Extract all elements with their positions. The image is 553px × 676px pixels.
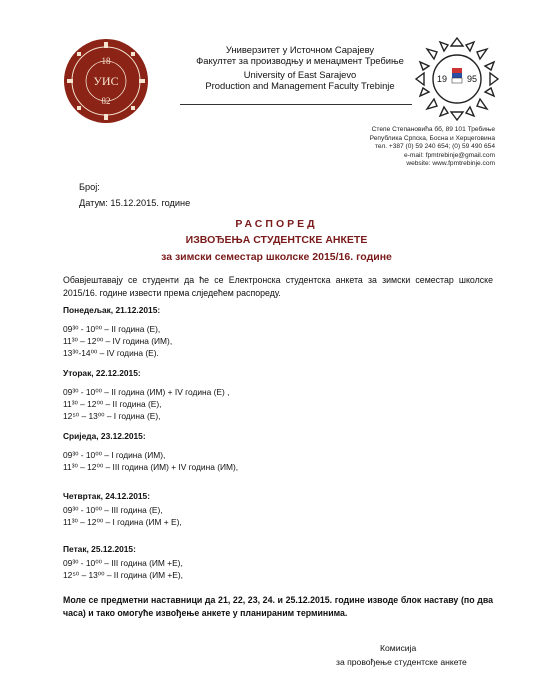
address-line: e-mail: fpmtrebinje@gmail.com	[404, 151, 495, 159]
svg-text:18: 18	[101, 56, 111, 66]
schedule-list	[63, 305, 503, 590]
schedule-day	[63, 544, 503, 581]
faculty-emblem-logo	[414, 36, 500, 122]
day-heading: Четвртак, 24.12.2015:	[63, 491, 150, 501]
time-slot: 11³⁰ – 12⁰⁰ – II година (Е),	[63, 399, 162, 409]
university-seal-logo	[63, 38, 149, 124]
header-line: Production and Management Faculty Trebinje	[205, 80, 395, 91]
schedule-day	[63, 431, 503, 473]
schedule-day	[63, 305, 503, 359]
address-line: website: www.fpmtrebinje.com	[406, 160, 495, 168]
day-heading: Понедељак, 21.12.2015:	[63, 305, 161, 315]
time-slot: 09³⁰ - 10⁰⁰ – II година (Е),	[63, 324, 161, 334]
svg-text:19: 19	[436, 74, 448, 84]
document-subtitle-semester: за зимски семестар школске 2015/16. године	[161, 251, 392, 263]
address-line: тел. +387 (0) 59 240 654; (0) 59 490 654	[374, 143, 495, 151]
svg-text:95: 95	[466, 74, 478, 84]
time-slot: 13³⁰-14⁰⁰ – IV година (Е).	[63, 348, 159, 358]
signature-committee: Комисија	[380, 643, 417, 653]
svg-text:82: 82	[101, 96, 111, 106]
header-line: University of East Sarajevo	[243, 69, 357, 80]
teacher-note: Моле се предметни наставници да 21, 22, 23, 24. и 25.12.2015. године изводе блок наставу (по два часа) и тако омогуће извођење анкете у планираним терминима.	[63, 595, 493, 618]
time-slot: 12⁵⁰ – 13⁰⁰ – I година (Е),	[63, 411, 161, 421]
day-heading: Петак, 25.12.2015:	[63, 544, 136, 554]
header-line: Универзитет у Источном Сарајеву	[225, 44, 375, 55]
time-slot: 11³⁰ – 12⁰⁰ – IV година (ИМ),	[63, 336, 173, 346]
document-number: Број:	[79, 182, 100, 192]
header-line: Факултет за производњу и менаџмент Требиње	[196, 55, 404, 66]
day-heading: Сриједа, 23.12.2015:	[63, 431, 146, 441]
time-slot: 12⁵⁰ – 13⁰⁰ – II година (ИМ +Е),	[63, 570, 184, 580]
address-line: Степе Степановића бб, 89 101 Требиње	[371, 126, 495, 133]
time-slot: 09³⁰ - 10⁰⁰ – III година (Е),	[63, 505, 163, 515]
address-line: Република Српска, Босна и Херцеговина	[369, 134, 495, 142]
time-slot: 11³⁰ – 12⁰⁰ – III година (ИМ) + IV година (ИМ),	[63, 462, 239, 472]
header-divider	[180, 104, 412, 105]
time-slot: 11³⁰ – 12⁰⁰ – I година (ИМ + Е),	[63, 517, 182, 527]
signature-committee-purpose: за провођење студентске анкете	[336, 657, 467, 667]
time-slot: 09³⁰ - 10⁰⁰ – III година (ИМ +Е),	[63, 558, 183, 568]
institution-header	[180, 44, 420, 91]
intro-paragraph: Обавјештавају се студенти да ће се Електронска студентска анкета за зимски семестар школске 2015/16. године извести према слједећем распореду.	[63, 275, 493, 298]
svg-text:УИС: УИС	[93, 74, 119, 88]
time-slot: 09³⁰ - 10⁰⁰ – I година (ИМ),	[63, 450, 166, 460]
document-subtitle: ИЗВОЂЕЊА СТУДЕНТСКЕ АНКЕТЕ	[185, 234, 368, 246]
document-title: РАСПОРЕД	[235, 218, 318, 230]
day-heading: Уторак, 22.12.2015:	[63, 368, 141, 378]
document-date: Датум: 15.12.2015. године	[79, 198, 191, 208]
address-block	[330, 126, 495, 169]
schedule-day	[63, 491, 503, 528]
time-slot: 09³⁰ - 10⁰⁰ – II година (ИМ) + IV година (Е) ,	[63, 387, 230, 397]
schedule-day	[63, 368, 503, 422]
